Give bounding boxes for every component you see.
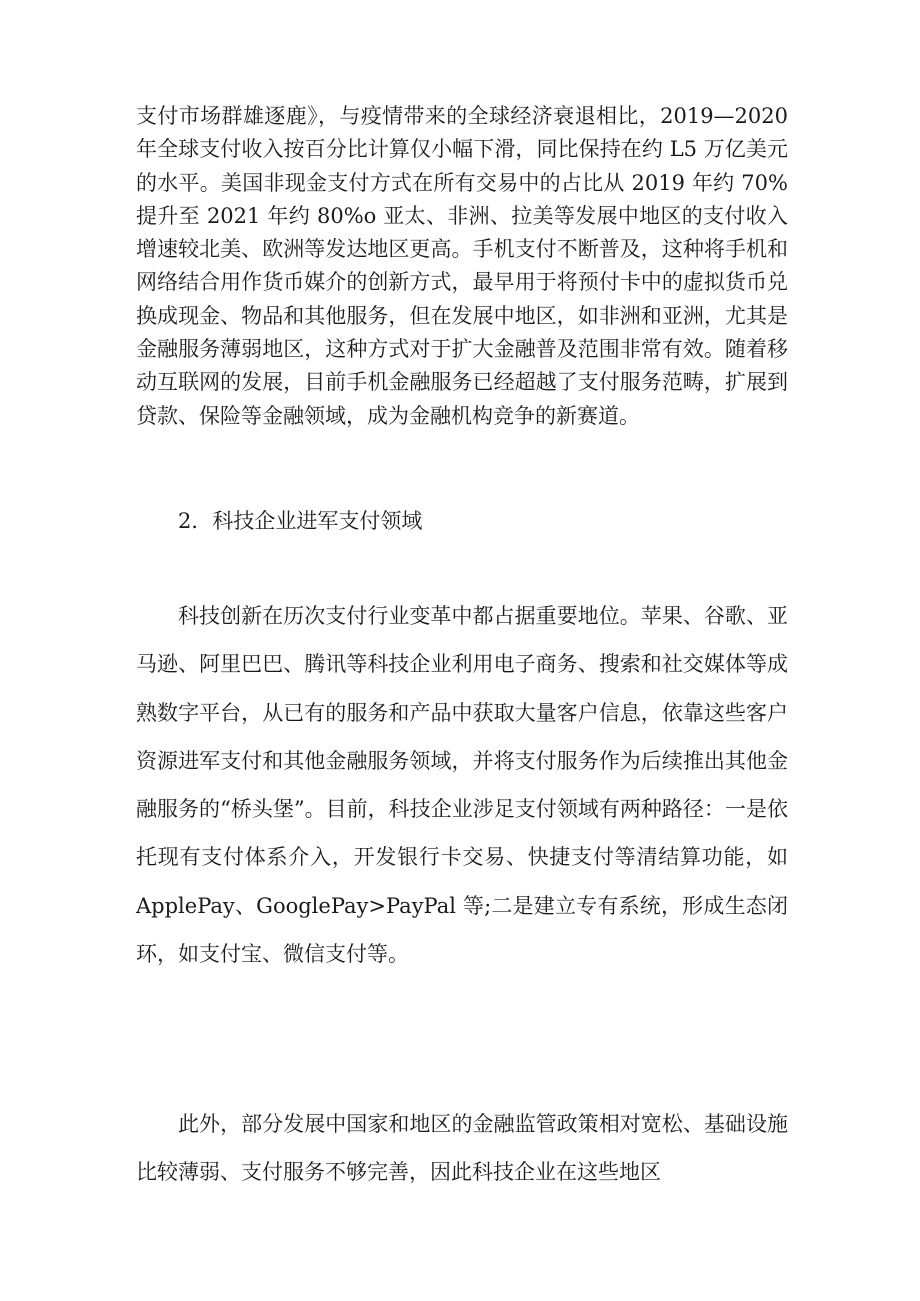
paragraph-tech-companies: 科技创新在历次支付行业变革中都占据重要地位。苹果、谷歌、亚马逊、阿里巴巴、腾讯等科技企业利用电子商务、搜索和社交媒体等成熟数字平台，从已有的服务和产品中获取大量客户信息，依靠这些客户资源进军支付和其他金融服务领域，并将支付服务作为后续推出其他金融服务的“桥头堡”。目前，科技企业涉足支付领域有两种路径：一是依托现有支付体系介入，开发银行卡交易、快捷支付等清结算功能，如 ApplePay、GooglePay>PayPal 等;二是建立专有系统，形成生态闭环，如支付宝、微信支付等。 (136, 604, 788, 967)
paragraph-payment-market: 支付市场群雄逐鹿》，与疫情带来的全球经济衰退相比，2019—2020 年全球支付收入按百分比计算仅小幅下滑，同比保持在约 L5 万亿美元的水平。美国非现金支付方式在所有交易中的占比从 2019 年约 70%提升至 2021 年约 80%o 亚太、非洲、拉美等发展中地区的支付收入增速较北美、欧洲等发达地区更高。手机支付不断普及，这种将手机和网络结合用作货币媒介的创新方式，最早用于将预付卡中的虚拟货币兑换成现金、物品和其他服务，但在发展中地区，如非洲和亚洲，尤其是金融服务薄弱地区，这种方式对于扩大金融普及范围非常有效。随着移动互联网的发展，目前手机金融服务已经超越了支付服务范畴，扩展到贷款、保险等金融领域，成为金融机构竞争的新赛道。 (136, 104, 788, 428)
paragraph-developing-regions: 此外，部分发展中国家和地区的金融监管政策相对宽松、基础设施比较薄弱、支付服务不够完善，因此科技企业在这些地区 (136, 1112, 788, 1185)
section-heading: 2．科技企业进军支付领域 (178, 509, 423, 533)
